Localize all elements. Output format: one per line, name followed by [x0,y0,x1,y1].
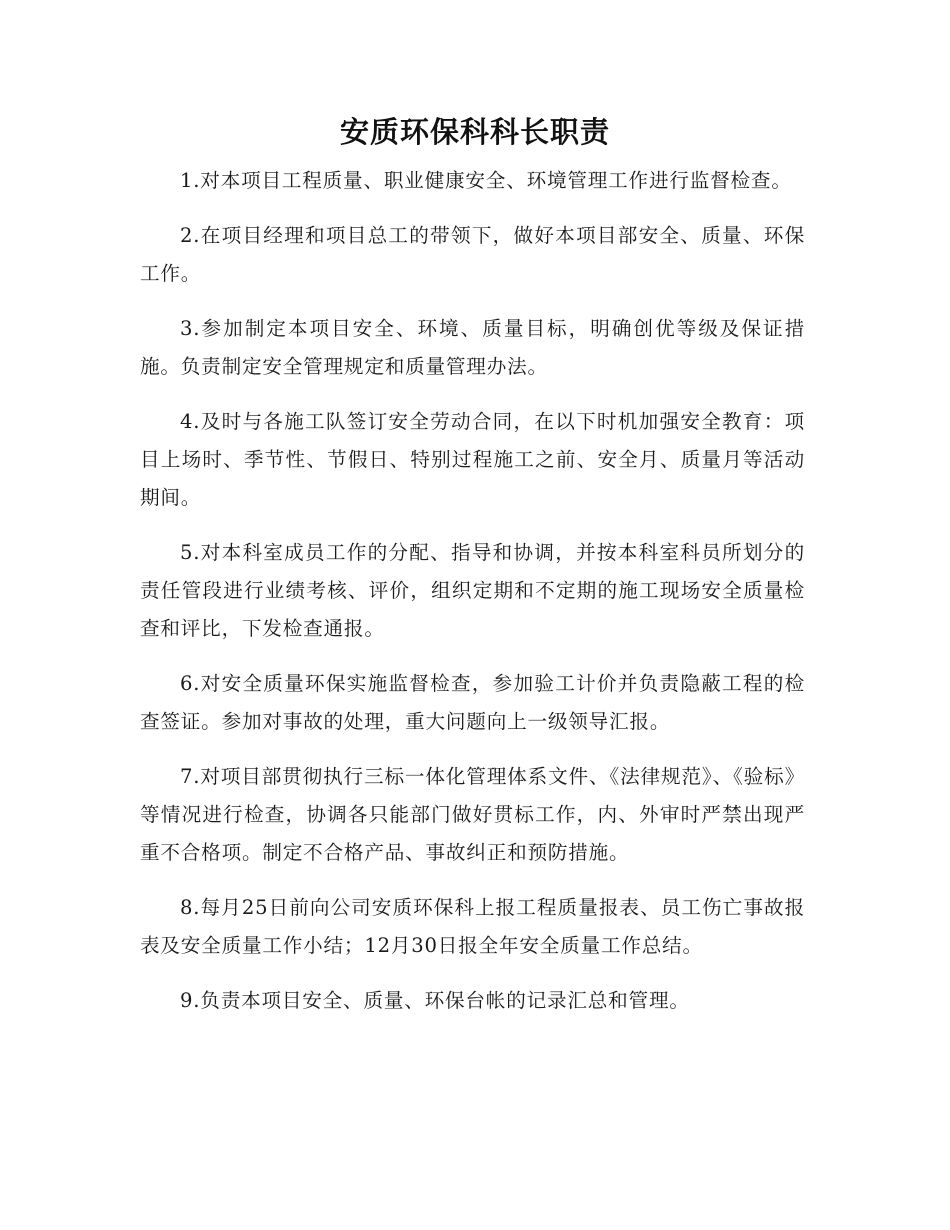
paragraph-7: 7.对项目部贯彻执行三标一体化管理体系文件、《法律规范》、《验标》等情况进行检查，协调各只能部门做好贯标工作，内、外审时严禁出现严重不合格项。制定不合格产品、事故纠正和预防措施。 [140,765,805,864]
paragraph-9: 9.负责本项目安全、质量、环保台帐的记录汇总和管理。 [180,989,690,1012]
paragraph-4: 4.及时与各施工队签订安全劳动合同，在以下时机加强安全教育：项目上场时、季节性、节假日、特别过程施工之前、安全月、质量月等活动期间。 [140,410,805,509]
paragraph-6: 6.对安全质量环保实施监督检查，参加验工计价并负责隐蔽工程的检查签证。参加对事故的处理，重大问题向上一级领导汇报。 [140,672,805,733]
paragraph-3: 3.参加制定本项目安全、环境、质量目标，明确创优等级及保证措施。负责制定安全管理规定和质量管理办法。 [140,317,805,378]
paragraph-2: 2.在项目经理和项目总工的带领下，做好本项目部安全、质量、环保工作。 [140,224,805,285]
document-title: 安质环保科科长职责 [339,115,610,149]
paragraph-5: 5.对本科室成员工作的分配、指导和协调，并按本科室科员所划分的责任管段进行业绩考核、评价，组织定期和不定期的施工现场安全质量检查和评比，下发检查通报。 [140,541,805,640]
document-body [140,162,805,1037]
paragraph-1: 1.对本项目工程质量、职业健康安全、环境管理工作进行监督检查。 [180,169,792,192]
paragraph-8: 8.每月25日前向公司安质环保科上报工程质量报表、员工伤亡事故报表及安全质量工作小结；12月30日报全年安全质量工作总结。 [140,896,805,957]
